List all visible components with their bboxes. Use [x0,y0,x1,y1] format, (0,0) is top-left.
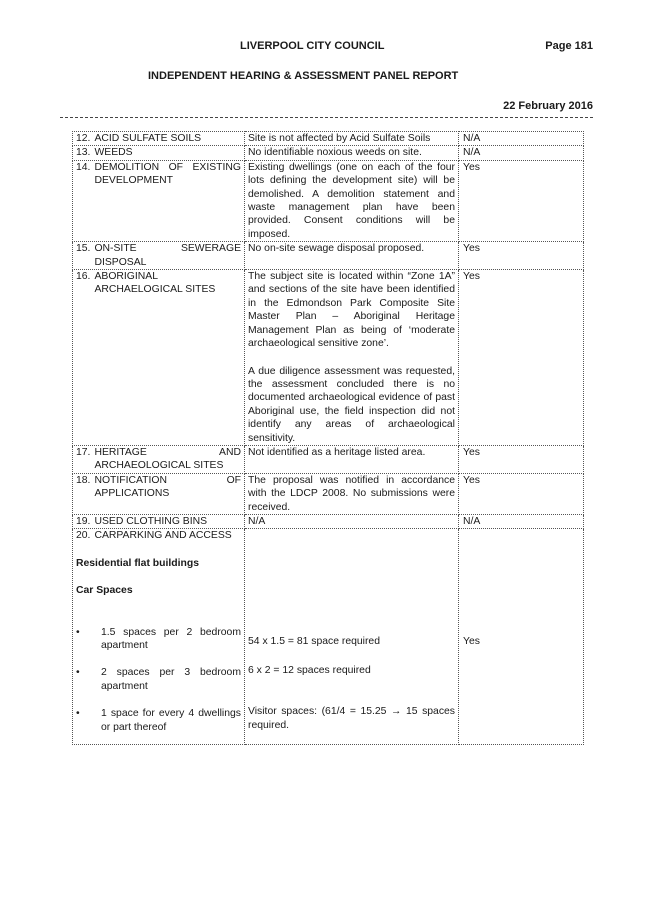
compliance-cell: Yes [459,242,584,270]
item-number: 19. [76,515,91,527]
comment-paragraph: Visitor spaces: (61/4 = 15.25 → 15 spaces required. [248,706,455,731]
compliance-cell: Yes [459,445,584,473]
list-item [76,707,241,734]
comment-paragraph: The subject site is located within “Zone 1A” and sections of the site have been identified in the Edmondson Park Composite Site Master Plan – Aboriginal Heritage Management Plan as being of ‘moderate archaeological sensitive zone’. [248,271,455,350]
item-number: 13. [76,147,91,159]
requirement-label: NOTIFICATION OF APPLICATIONS [94,474,241,500]
requirement-cell [73,146,245,160]
requirement-cell [73,160,245,241]
comment-cell [245,529,459,745]
table-row [73,270,584,446]
comment-cell: Site is not affected by Acid Sulfate Soils [245,132,459,146]
bullet-dot-icon: • [76,626,80,638]
compliance-cell: N/A [459,132,584,146]
bullet-text: 1.5 spaces per 2 bedroom apartment [101,626,241,651]
page-number: Page 181 [545,40,593,52]
item-number: 16. [76,271,91,283]
compliance-cell: N/A [459,146,584,160]
report-title: INDEPENDENT HEARING & ASSESSMENT PANEL REPORT [148,70,459,82]
requirement-cell [73,514,245,528]
item-number: 18. [76,474,91,486]
comment-cell: No identifiable noxious weeds on site. [245,146,459,160]
table-row [73,529,584,745]
table-row [73,146,584,160]
comment-cell: No on-site sewage disposal proposed. [245,242,459,270]
table-row [73,473,584,514]
bullet-text: 1 space for every 4 dwellings or part thereof [101,708,241,733]
list-item [76,626,241,653]
subheading: Car Spaces [76,585,133,597]
table-row [73,160,584,241]
item-number: 15. [76,243,91,255]
comment-cell: Existing dwellings (one on each of the four lots defining the development site) will be demolished. A demolition statement and waste management plan have been provided. Consent conditions will be imposed. [245,160,459,241]
requirement-label: HERITAGE AND ARCHAEOLOGICAL SITES [94,446,241,472]
comment-paragraph: 54 x 1.5 = 81 space required [248,636,380,648]
bullet-dot-icon: • [76,667,80,679]
table-row [73,132,584,146]
compliance-value: Yes [463,636,480,648]
requirement-label: ON-SITE SEWERAGE DISPOSAL [94,243,241,268]
requirement-cell [73,473,245,514]
compliance-cell: Yes [459,473,584,514]
table-row [73,242,584,270]
list-item [76,666,241,693]
requirement-cell [73,132,245,146]
bullet-text: 2 spaces per 3 bedroom apartment [101,667,241,692]
comment-cell [245,270,459,446]
requirement-label: CARPARKING AND ACCESS [94,530,232,542]
item-number: 17. [76,446,91,458]
item-number: 14. [76,161,91,173]
requirement-label: ACID SULFATE SOILS [94,133,202,144]
comment-paragraph: 6 x 2 = 12 spaces required [248,664,371,676]
comment-cell: Not identified as a heritage listed area. [245,445,459,473]
compliance-cell: N/A [459,514,584,528]
compliance-cell: Yes [459,160,584,241]
report-date: 22 February 2016 [503,100,593,112]
comment-cell: The proposal was notified in accordance with the LDCP 2008. No submissions were received. [245,473,459,514]
assessment-table [72,131,584,745]
table-row [73,514,584,528]
header-divider [60,117,593,118]
requirement-cell [73,242,245,270]
comment-paragraph: A due diligence assessment was requested, the assessment concluded there is no documented archaeological evidence of past Aboriginal use, the field inspection did not identify any areas of archaeological sensitivity. [248,365,455,444]
requirement-label: ABORIGINAL ARCHAELOGICAL SITES [94,271,216,296]
subheading: Residential flat buildings [76,557,199,569]
requirement-cell [73,270,245,446]
compliance-cell: Yes [459,270,584,446]
item-number: 20. [76,530,91,542]
table-row [73,445,584,473]
compliance-cell [459,529,584,745]
requirement-label: DEMOLITION OF EXISTING DEVELOPMENT [94,161,241,187]
item-number: 12. [76,133,91,144]
requirement-label: USED CLOTHING BINS [94,515,208,527]
council-name: LIVERPOOL CITY COUNCIL [240,40,385,52]
bullet-dot-icon: • [76,708,80,720]
requirement-label: WEEDS [94,147,133,159]
requirement-cell [73,445,245,473]
requirement-cell [73,529,245,745]
comment-cell: N/A [245,514,459,528]
